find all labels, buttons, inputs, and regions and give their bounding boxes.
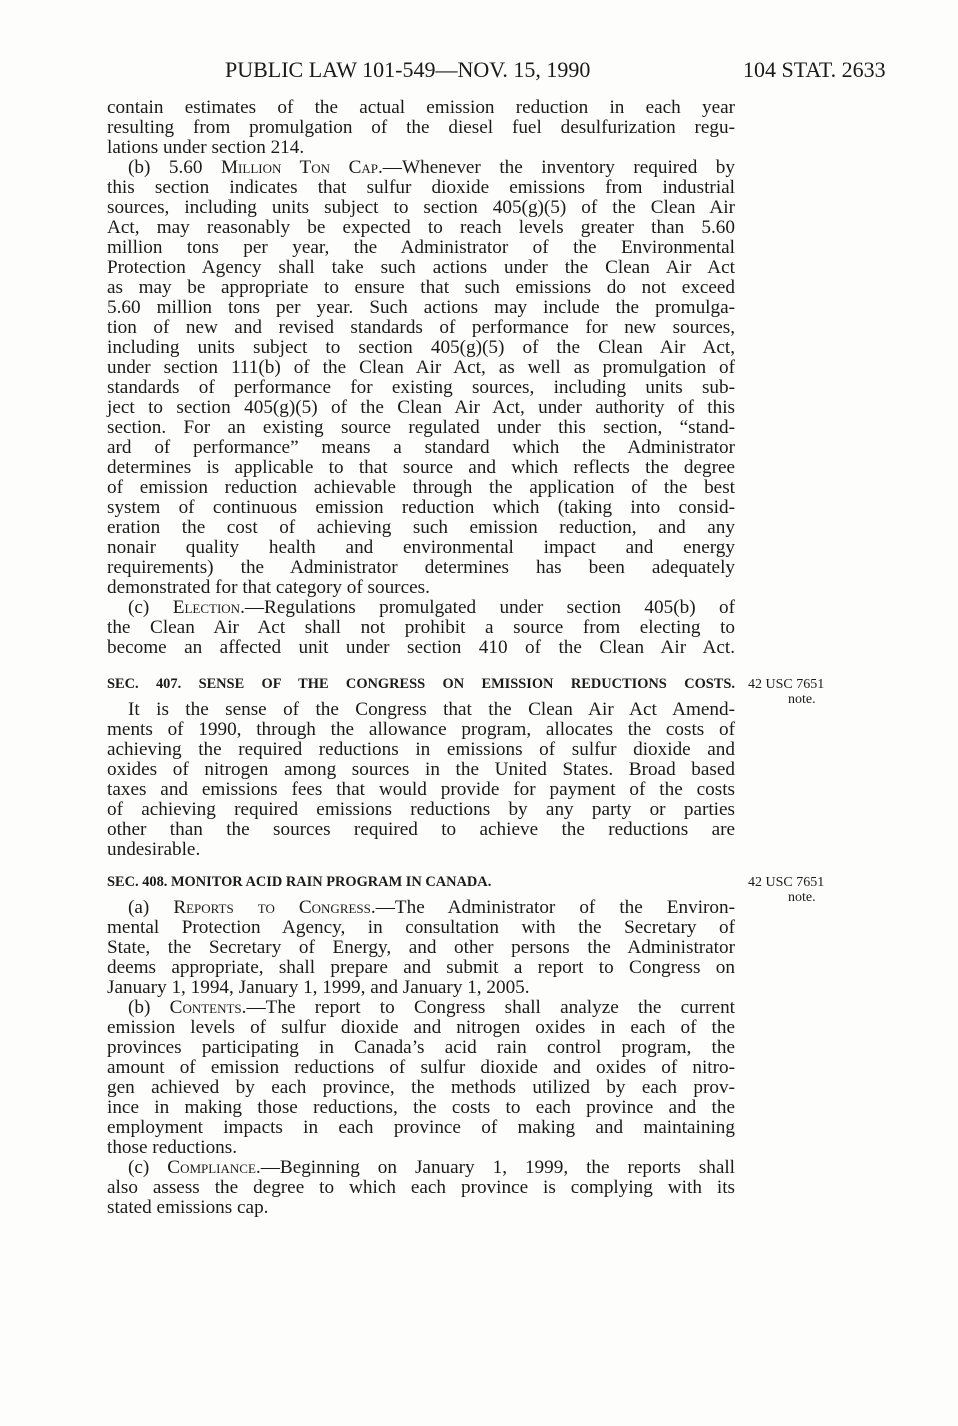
line-text: other than the sources required to achieve the reductions are: [107, 819, 735, 840]
line-text: as may be appropriate to ensure that such emissions do not exceed: [107, 277, 735, 298]
line-text: ject to section 405(g)(5) of the Clean Air Act, under authority of this: [107, 397, 735, 418]
text-line: [107, 118, 735, 138]
line-text: ments of 1990, through the allowance program, allocates the costs of: [107, 719, 735, 740]
subsection-heading: Contents: [169, 997, 242, 1018]
text-line: [107, 298, 735, 318]
line-text: standards of performance for existing sources, including units sub-: [107, 377, 735, 398]
text-line: [107, 800, 735, 820]
section-408-text: [107, 898, 735, 1218]
line-text: achieving the required reductions in emissions of sulfur dioxide and: [107, 739, 735, 760]
text-line: [107, 198, 735, 218]
line-text: .—The Administrator of the Environ-: [370, 897, 735, 918]
line-text: resulting from promulgation of the diesel fuel desulfurization regu-: [107, 117, 735, 138]
text-line: [107, 1138, 735, 1158]
line-text: State, the Secretary of Energy, and other persons the Administrator: [107, 937, 735, 958]
text-line: [107, 938, 735, 958]
running-header-title: PUBLIC LAW 101-549—NOV. 15, 1990: [225, 57, 591, 82]
section-406-text: [107, 98, 735, 658]
line-text: those reductions.: [107, 1137, 238, 1158]
line-text: tion of new and revised standards of performance for new sources,: [107, 317, 735, 338]
text-line: [107, 458, 735, 478]
subsection-heading: Million Ton Cap: [221, 157, 378, 178]
text-line: [107, 998, 735, 1018]
line-text: system of continuous emission reduction which (taking into consid-: [107, 497, 735, 518]
text-line: [107, 98, 735, 118]
line-text: requirements) the Administrator determines has been adequately: [107, 557, 735, 578]
line-text: undesirable.: [107, 839, 201, 860]
text-line: [107, 278, 735, 298]
text-line: [107, 478, 735, 498]
subsection-number: (b): [128, 997, 170, 1018]
text-line: [107, 1018, 735, 1038]
text-line: [107, 978, 735, 998]
line-text: deems appropriate, shall prepare and submit a report to Congress on: [107, 957, 735, 978]
line-text: It is the sense of the Congress that the Clean Air Act Amend-: [128, 699, 735, 720]
margin-note-citation: 42 USC 7651: [748, 677, 825, 692]
line-text: section. For an existing source regulated under this section, “stand-: [107, 417, 735, 438]
text-line: [107, 638, 735, 658]
line-text: January 1, 1994, January 1, 1999, and January 1, 2005.: [107, 977, 530, 998]
subsection-number: (b) 5.60: [128, 157, 221, 178]
subsection-heading: Compliance: [167, 1157, 256, 1178]
line-text: sources, including units subject to section 405(g)(5) of the Clean Air: [107, 197, 735, 218]
text-line: [107, 1198, 735, 1218]
text-line: [107, 760, 735, 780]
text-line: [107, 418, 735, 438]
line-text: nonair quality health and environmental impact and energy: [107, 537, 735, 558]
margin-note-citation: 42 USC 7651: [748, 875, 825, 890]
line-text: contain estimates of the actual emission reduction in each year: [107, 97, 735, 118]
text-line: [107, 238, 735, 258]
line-text: emission levels of sulfur dioxide and nitrogen oxides in each of the: [107, 1017, 735, 1038]
line-text: Protection Agency shall take such actions under the Clean Air Act: [107, 257, 735, 278]
section-408-heading: SEC. 408. MONITOR ACID RAIN PROGRAM IN CANADA.: [107, 874, 492, 890]
line-text: of emission reduction achievable through the application of the best: [107, 477, 735, 498]
text-line: [107, 578, 735, 598]
text-line: [107, 958, 735, 978]
subsection-heading: Reports to Congress: [173, 897, 371, 918]
text-line: [107, 438, 735, 458]
line-text: mental Protection Agency, in consultation with the Secretary of: [107, 917, 735, 938]
text-line: [107, 1118, 735, 1138]
subsection-number: (c): [128, 597, 173, 618]
line-text: .—Beginning on January 1, 1999, the reports shall: [255, 1157, 735, 1178]
margin-note-label: note.: [788, 890, 816, 905]
line-text: determines is applicable to that source and which reflects the degree: [107, 457, 735, 478]
text-line: [107, 498, 735, 518]
text-line: [107, 898, 735, 918]
text-line: [107, 1178, 735, 1198]
text-line: [107, 338, 735, 358]
text-line: [107, 918, 735, 938]
text-line: [107, 1098, 735, 1118]
text-line: [107, 178, 735, 198]
margin-note-408: [748, 875, 824, 905]
line-text: employment impacts in each province of making and maintaining: [107, 1117, 735, 1138]
text-line: [107, 378, 735, 398]
text-line: [107, 618, 735, 638]
line-text: stated emissions cap.: [107, 1197, 269, 1218]
line-text: amount of emission reductions of sulfur dioxide and oxides of nitro-: [107, 1057, 735, 1078]
text-line: [107, 538, 735, 558]
text-line: [107, 700, 735, 720]
line-text: .—The report to Congress shall analyze the current: [241, 997, 735, 1018]
line-text: this section indicates that sulfur dioxide emissions from industrial: [107, 177, 735, 198]
line-text: of achieving required emissions reductions by any party or parties: [107, 799, 735, 820]
line-text: become an affected unit under section 410 of the Clean Air Act.: [107, 637, 735, 658]
line-text: Act, may reasonably be expected to reach levels greater than 5.60: [107, 217, 735, 238]
line-text: eration the cost of achieving such emission reduction, and any: [107, 517, 735, 538]
text-line: [107, 720, 735, 740]
line-text: oxides of nitrogen among sources in the United States. Broad based: [107, 759, 735, 780]
subsection-number: (c): [128, 1157, 168, 1178]
text-line: [107, 1078, 735, 1098]
text-line: [107, 740, 735, 760]
line-text: million tons per year, the Administrator of the Environmental: [107, 237, 735, 258]
text-line: [107, 218, 735, 238]
text-line: [107, 1058, 735, 1078]
text-line: [107, 598, 735, 618]
line-text: gen achieved by each province, the methods utilized by each prov-: [107, 1077, 735, 1098]
line-text: .—Regulations promulgated under section 405(b) of: [240, 597, 735, 618]
text-line: [107, 358, 735, 378]
section-407-heading: SEC. 407. SENSE OF THE CONGRESS ON EMISSION REDUCTIONS COSTS.: [107, 676, 735, 692]
text-line: [107, 558, 735, 578]
subsection-number: (a): [128, 897, 174, 918]
line-text: the Clean Air Act shall not prohibit a source from electing to: [107, 617, 735, 638]
text-line: [107, 318, 735, 338]
line-text: 5.60 million tons per year. Such actions may include the promulga-: [107, 297, 735, 318]
text-line: [107, 1038, 735, 1058]
text-line: [107, 1158, 735, 1178]
text-line: [107, 820, 735, 840]
section-407-text: [107, 700, 735, 860]
text-line: [107, 158, 735, 178]
line-text: taxes and emissions fees that would provide for payment of the costs: [107, 779, 735, 800]
page-number: 104 STAT. 2633: [743, 57, 886, 82]
line-text: .—Whenever the inventory required by: [378, 157, 735, 178]
text-line: [107, 138, 735, 158]
line-text: demonstrated for that category of sources.: [107, 577, 430, 598]
line-text: including units subject to section 405(g)(5) of the Clean Air Act,: [107, 337, 735, 358]
margin-note-label: note.: [788, 692, 816, 707]
line-text: lations under section 214.: [107, 137, 305, 158]
line-text: under section 111(b) of the Clean Air Act, as well as promulgation of: [107, 357, 735, 378]
text-line: [107, 780, 735, 800]
line-text: ard of performance” means a standard which the Administrator: [107, 437, 735, 458]
line-text: provinces participating in Canada’s acid rain control program, the: [107, 1037, 735, 1058]
margin-note-407: [748, 677, 824, 707]
text-line: [107, 258, 735, 278]
text-line: [107, 518, 735, 538]
subsection-heading: Election: [172, 597, 241, 618]
text-line: [107, 840, 735, 860]
line-text: also assess the degree to which each province is complying with its: [107, 1177, 735, 1198]
line-text: ince in making those reductions, the costs to each province and the: [107, 1097, 735, 1118]
text-line: [107, 398, 735, 418]
